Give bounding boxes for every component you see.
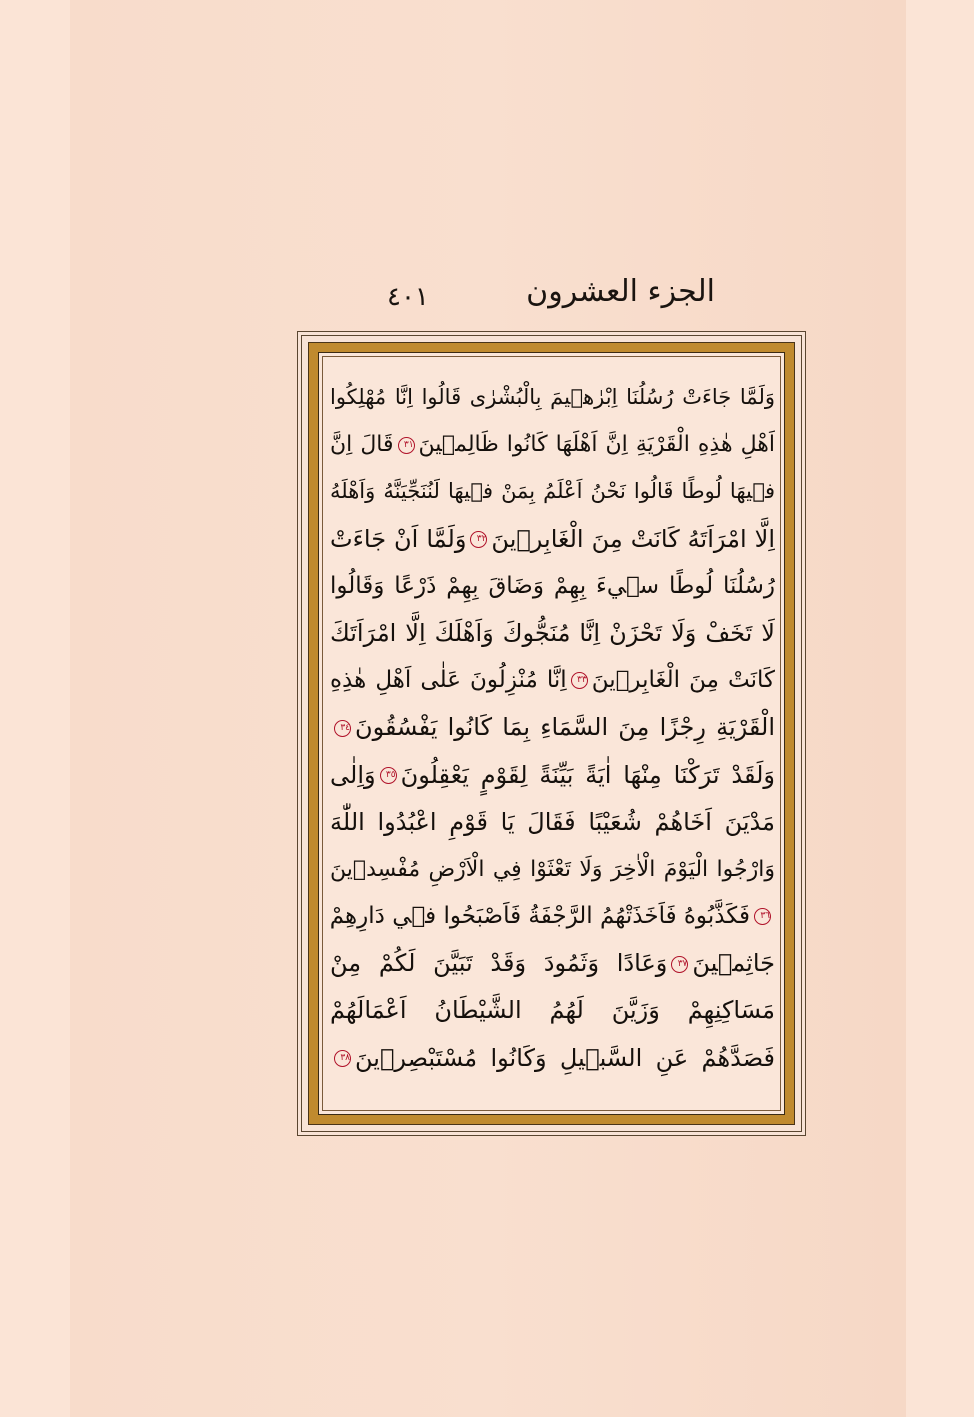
line-tail: وَلَمَّا اَنْ جَاءَتْ xyxy=(330,524,467,553)
line-text: رُسُلُنَا لُوطًا سٖيءَ بِهِمْ وَضَاقَ بِهِمْ ذَرْعًا وَقَالُوا xyxy=(330,572,775,599)
ayah-marker: ٣٧ xyxy=(671,956,688,973)
juz-title: الجزء العشرون xyxy=(526,274,715,309)
text-line-11 xyxy=(330,846,775,893)
text-line-10 xyxy=(330,799,775,846)
text-line-3 xyxy=(330,468,775,515)
text-line-5 xyxy=(330,563,775,610)
line-text: كَانَتْ مِنَ الْغَابِرٖينَ xyxy=(591,667,775,694)
line-tail: قَالَ اِنَّ xyxy=(330,432,394,458)
ayah-marker: ٣١ xyxy=(398,437,415,454)
ayah-marker: ٣٥ xyxy=(380,767,397,784)
line-text: وَارْجُوا الْيَوْمَ الْاٰخِرَ وَلَا تَعْثَوْا فِي الْاَرْضِ مُفْسِدٖينَ xyxy=(330,856,775,882)
text-line-1 xyxy=(330,374,775,421)
quran-text-block xyxy=(330,374,775,1084)
line-tail: وَاِلٰى xyxy=(330,760,376,789)
text-line-12 xyxy=(330,893,775,940)
ayah-marker: ٣٣ xyxy=(571,672,588,689)
line-text: الْقَرْيَةِ رِجْزًا مِنَ السَّمَاءِ بِمَا كَانُوا يَفْسُقُونَ xyxy=(355,713,775,742)
text-line-9 xyxy=(330,752,775,799)
line-tail: اِنَّا مُنْزِلُونَ عَلٰى اَهْلِ هٰذِهِ xyxy=(330,667,567,694)
line-tail: وَعَادًا وَثَمُودَ وَقَدْ تَبَيَّنَ لَكُمْ مِنْ xyxy=(330,949,668,978)
text-line-8 xyxy=(330,704,775,751)
line-text: وَلَقَدْ تَرَكْنَا مِنْهَا اٰيَةً بَيِّنَةً لِقَوْمٍ يَعْقِلُونَ xyxy=(400,760,775,789)
line-text: اَهْلِ هٰذِهِ الْقَرْيَةِ اِنَّ اَهْلَهَا كَانُوا ظَالِمٖينَ xyxy=(418,432,775,458)
text-line-7 xyxy=(330,657,775,704)
text-frame xyxy=(297,331,806,1136)
line-text: فٖيهَا لُوطًا قَالُوا نَحْنُ اَعْلَمُ بِمَنْ فٖيهَا لَنُنَجِّيَنَّهُ وَاَهْلَهُ xyxy=(330,479,775,504)
ayah-marker: ٣٢ xyxy=(470,531,487,548)
text-line-4 xyxy=(330,516,775,563)
line-text: جَاثِمٖينَ xyxy=(692,949,775,978)
text-line-13 xyxy=(330,940,775,987)
ayah-marker: ٣٤ xyxy=(334,720,351,737)
line-text: فَكَذَّبُوهُ فَاَخَذَتْهُمُ الرَّجْفَةُ فَاَصْبَحُوا فٖي دَارِهِمْ xyxy=(330,903,750,930)
text-line-15 xyxy=(330,1035,775,1082)
line-text: اِلَّا امْرَاَتَهُ كَانَتْ مِنَ الْغَابِرٖينَ xyxy=(491,524,775,553)
line-text: لَا تَخَفْ وَلَا تَحْزَنْ اِنَّا مُنَجُّوكَ وَاَهْلَكَ اِلَّا امْرَاَتَكَ xyxy=(330,618,775,647)
line-text: مَسَاكِنِهِمْ وَزَيَّنَ لَهُمُ الشَّيْطَانُ اَعْمَالَهُمْ xyxy=(330,996,775,1025)
ayah-marker: ٣٦ xyxy=(754,908,771,925)
line-text: مَدْيَنَ اَخَاهُمْ شُعَيْبًا فَقَالَ يَا قَوْمِ اعْبُدُوا اللّٰهَ xyxy=(330,807,775,836)
ayah-marker: ٣٨ xyxy=(334,1050,351,1067)
text-line-14 xyxy=(330,987,775,1034)
text-line-2 xyxy=(330,421,775,468)
line-text: وَلَمَّا جَاءَتْ رُسُلُنَا اِبْرٰهٖيمَ بِالْبُشْرٰى قَالُوا اِنَّا مُهْلِكُوا xyxy=(330,385,775,409)
page-number: ٤٠١ xyxy=(387,282,429,312)
text-line-6 xyxy=(330,610,775,657)
line-text: فَصَدَّهُمْ عَنِ السَّبٖيلِ وَكَانُوا مُسْتَبْصِرٖينَ xyxy=(355,1043,775,1072)
page-header xyxy=(375,268,875,328)
